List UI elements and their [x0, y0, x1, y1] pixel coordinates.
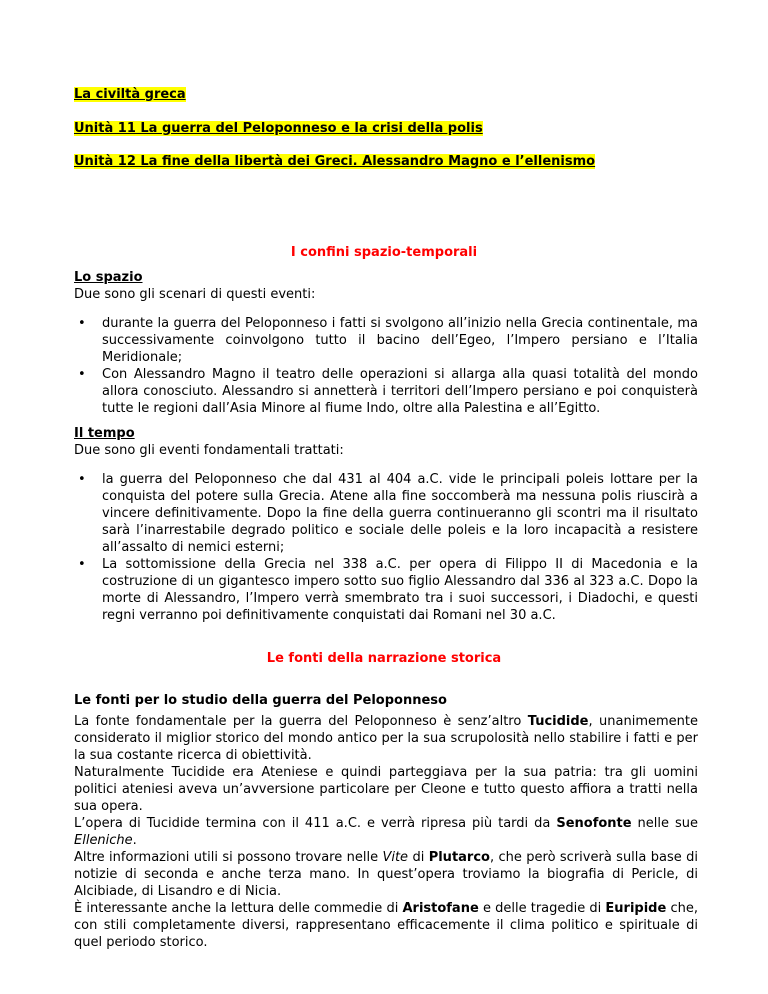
- spazio-list: [74, 315, 698, 417]
- tempo-list: [74, 471, 698, 624]
- heading-spazio: Lo spazio: [74, 270, 143, 285]
- spazio-intro: Due sono gli scenari di questi eventi:: [74, 287, 316, 302]
- paragraph: Altre informazioni utili si possono trovare nelle Vite di Plutarco, che però scriverà sulla base di notizie di seconda e anche terza mano. In quest’opera troviamo la biografia di Pericle, di Alcibiade, di Lisandro e di Nicia.: [74, 850, 698, 899]
- paragraph: Naturalmente Tucidide era Ateniese e quindi parteggiava per la sua patria: tra gli uomini politici ateniesi aveva un’avversione particolare per Cleone e tutto questo affiora a tratti nella sua opera.: [74, 765, 698, 814]
- section-title-fonti: Le fonti della narrazione storica: [266, 651, 502, 666]
- header-line-2: Unità 11 La guerra del Peloponneso e la crisi della polis: [74, 121, 483, 136]
- paragraph: È interessante anche la lettura delle commedie di Aristofane e delle tragedie di Euripide che, con stili completamente diversi, rappresentano efficacemente il clima politico e spirituale di quel periodo storico.: [74, 901, 698, 950]
- header-line-1: La civiltà greca: [74, 87, 186, 102]
- paragraph: L’opera di Tucidide termina con il 411 a.C. e verrà ripresa più tardi da Senofonte nelle sue Elleniche.: [74, 816, 698, 848]
- section-tempo: [74, 425, 698, 624]
- section-spazio: [74, 269, 698, 417]
- section-title-confini: I confini spazio-temporali: [290, 245, 478, 260]
- header-line-3: Unità 12 La fine della libertà dei Greci. Alessandro Magno e l’ellenismo: [74, 154, 596, 169]
- list-item: • la guerra del Peloponneso che dal 431 al 404 a.C. vide le principali poleis lottare per la conquista del potere sulla Grecia. Atene alla fine soccomberà ma nessuna polis riuscirà a vincere definitivamente. Dopo la fine della guerra continueranno gli scontri ma il risultato sarà l’inarrestabile degrado politico e sociale delle poleis e la loro incapacità a resistere all’assalto di nemici esterni;: [102, 471, 698, 556]
- tempo-intro: Due sono gli eventi fondamentali trattati:: [74, 443, 344, 458]
- heading-tempo: Il tempo: [74, 426, 135, 441]
- paragraph: La fonte fondamentale per la guerra del Peloponneso è senz’altro Tucidide, unanimemente considerato il miglior storico del mondo antico per la sua scrupolosità nello stabilire i fatti e per la sua costante ricerca di obiettività.: [74, 714, 699, 763]
- heading-fonti: Le fonti per lo studio della guerra del Peloponneso: [74, 693, 447, 708]
- list-item: • durante la guerra del Peloponneso i fatti si svolgono all’inizio nella Grecia continentale, ma successivamente coinvolgono tutto il bacino dell’Egeo, l’Impero persiano e l’Italia Meridionale;: [102, 315, 698, 366]
- list-item: • La sottomissione della Grecia nel 338 a.C. per opera di Filippo II di Macedonia e la costruzione di un gigantesco impero sotto suo figlio Alessandro dal 336 al 323 a.C. Dopo la morte di Alessandro, l’Impero verrà smembrato tra i suoi successori, i Diadochi, e questi regni verranno poi definitivamente conquistati dai Romani nel 30 a.C.: [102, 556, 698, 624]
- list-item: • Con Alessandro Magno il teatro delle operazioni si allarga alla quasi totalità del mondo allora conosciuto. Alessandro si annetterà i territori dell’Impero persiano e poi conquisterà tutte le regioni dall’Asia Minore al fiume Indo, oltre alla Palestina e all’Egitto.: [102, 366, 698, 417]
- section-fonti: [74, 692, 698, 951]
